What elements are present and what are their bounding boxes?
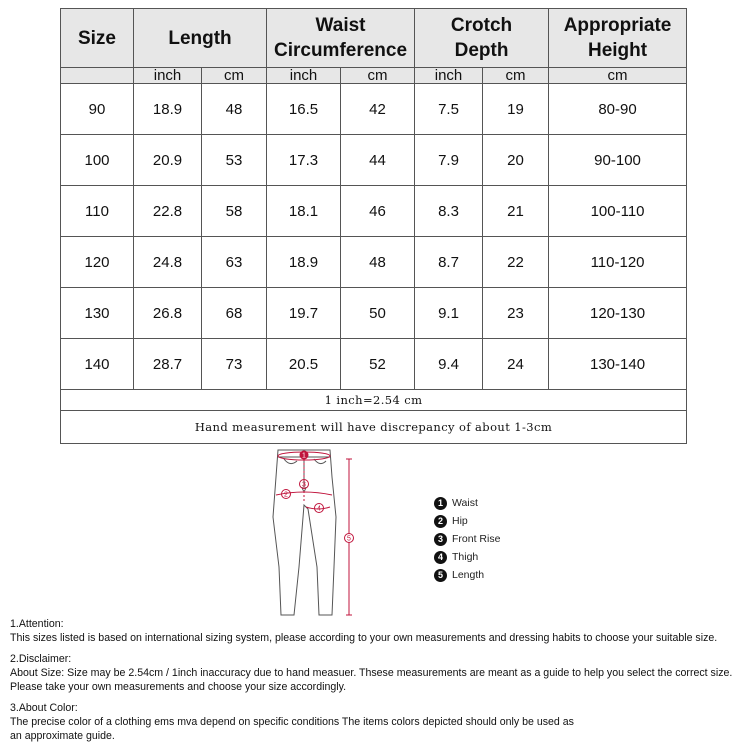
svg-text:1: 1: [302, 452, 306, 460]
legend-item-length: [434, 566, 500, 584]
color-section: [10, 701, 745, 743]
table-cell: 42: [341, 84, 415, 135]
table-row: [61, 288, 687, 339]
table-cell: 19.7: [267, 288, 341, 339]
table-cell: 73: [202, 339, 267, 390]
marker-5: [345, 534, 354, 543]
marker-4: [315, 504, 324, 513]
table-cell: 16.5: [267, 84, 341, 135]
table-row: [61, 186, 687, 237]
attention-section: [10, 617, 745, 645]
table-row: [61, 339, 687, 390]
legend-number-5: 5: [434, 569, 447, 582]
unit-cell: inch: [267, 68, 341, 84]
header-waist-line2: Circumference: [273, 40, 408, 61]
size-cell: 110: [61, 186, 134, 237]
color-text: an approximate guide.: [10, 730, 115, 742]
legend-label: Length: [452, 569, 485, 581]
table-cell: 46: [341, 186, 415, 237]
measurement-guides: [276, 452, 352, 615]
unit-cell: inch: [415, 68, 483, 84]
color-text: The precise color of a clothing ems mva depend on specific conditions The items colors depicted should only be used as: [10, 716, 574, 728]
legend-label: Waist: [452, 497, 478, 509]
disclaimer-text: About Size: Size may be 2.54cm / 1inch inaccuracy due to hand measuer. Thsese measurements are meant as a guide to help you select the correct size.: [10, 667, 733, 679]
table-row: [61, 135, 687, 186]
table-cell: 90-100: [549, 135, 687, 186]
legend-label: Front Rise: [452, 533, 501, 545]
legend-number-4: 4: [434, 551, 447, 564]
table-cell: 20.5: [267, 339, 341, 390]
legend-label: Hip: [452, 515, 468, 527]
table-cell: 24: [483, 339, 549, 390]
legend-number-3: 3: [434, 533, 447, 546]
table-cell: 18.9: [134, 84, 202, 135]
unit-cell: cm: [483, 68, 549, 84]
table-cell: 19: [483, 84, 549, 135]
table-cell: 22: [483, 237, 549, 288]
color-title: 3.About Color:: [10, 702, 78, 714]
table-cell: 7.5: [415, 84, 483, 135]
table-cell: 100-110: [549, 186, 687, 237]
pants-outline: [273, 450, 336, 615]
table-cell: 120-130: [549, 288, 687, 339]
table-cell: 18.9: [267, 237, 341, 288]
diagram-legend: [434, 494, 500, 584]
table-cell: 8.3: [415, 186, 483, 237]
unit-cell-blank: [61, 68, 134, 84]
legend-item-hip: [434, 512, 500, 530]
legend-number-1: 1: [434, 497, 447, 510]
table-cell: 52: [341, 339, 415, 390]
svg-text:5: 5: [347, 535, 351, 543]
disclaimer-section: [10, 652, 745, 694]
conversion-row: [61, 390, 687, 411]
table-cell: 80-90: [549, 84, 687, 135]
header-crotch-line1: Crotch: [450, 15, 513, 36]
header-waist-line1: Waist: [315, 15, 366, 36]
table-cell: 48: [202, 84, 267, 135]
table-cell: 53: [202, 135, 267, 186]
table-cell: 17.3: [267, 135, 341, 186]
legend-label: Thigh: [452, 551, 479, 563]
size-cell: 130: [61, 288, 134, 339]
table-cell: 20.9: [134, 135, 202, 186]
header-height: [549, 9, 687, 68]
diagram-markers: [282, 451, 354, 543]
header-size: Size: [61, 9, 134, 68]
header-height-line1: Appropriate: [563, 15, 672, 36]
header-crotch-line2: Depth: [454, 40, 509, 61]
size-cell: 140: [61, 339, 134, 390]
legend-item-waist: [434, 494, 500, 512]
table-cell: 18.1: [267, 186, 341, 237]
table-cell: 9.1: [415, 288, 483, 339]
svg-text:2: 2: [284, 491, 288, 499]
discrepancy-note: Hand measurement will have discrepancy of about 1-3cm: [61, 411, 687, 444]
discrepancy-row: [61, 411, 687, 444]
table-cell: 8.7: [415, 237, 483, 288]
header-length: Length: [134, 9, 267, 68]
svg-text:4: 4: [317, 505, 321, 513]
table-cell: 130-140: [549, 339, 687, 390]
table-cell: 63: [202, 237, 267, 288]
header-row: [61, 9, 687, 68]
notes-section: [10, 617, 745, 750]
table-cell: 58: [202, 186, 267, 237]
legend-item-front-rise: [434, 530, 500, 548]
attention-title: 1.Attention:: [10, 618, 64, 630]
pants-illustration: [262, 447, 364, 619]
header-waist: [267, 9, 415, 68]
attention-text: This sizes listed is based on international sizing system, please according to your own measurements and dressing habits to choose your suitable size.: [10, 632, 718, 644]
marker-3: [300, 480, 309, 489]
unit-cell: cm: [549, 68, 687, 84]
table-cell: 68: [202, 288, 267, 339]
table-cell: 21: [483, 186, 549, 237]
size-chart-table: [60, 8, 687, 444]
size-cell: 90: [61, 84, 134, 135]
table-cell: 110-120: [549, 237, 687, 288]
table-cell: 26.8: [134, 288, 202, 339]
legend-item-thigh: [434, 548, 500, 566]
header-crotch: [415, 9, 549, 68]
unit-cell: inch: [134, 68, 202, 84]
table-cell: 24.8: [134, 237, 202, 288]
table-cell: 50: [341, 288, 415, 339]
table-cell: 20: [483, 135, 549, 186]
pants-measurement-diagram: [262, 447, 364, 619]
unit-row: [61, 68, 687, 84]
legend-number-2: 2: [434, 515, 447, 528]
table-row: [61, 84, 687, 135]
svg-text:3: 3: [302, 481, 306, 489]
table-cell: 22.8: [134, 186, 202, 237]
conversion-note: 1 inch=2.54 cm: [61, 390, 687, 411]
unit-cell: cm: [341, 68, 415, 84]
disclaimer-title: 2.Disclaimer:: [10, 653, 72, 665]
table-cell: 23: [483, 288, 549, 339]
table-cell: 48: [341, 237, 415, 288]
table-row: [61, 237, 687, 288]
table-cell: 44: [341, 135, 415, 186]
disclaimer-text: Please take your own measurements and choose your size accordingly.: [10, 681, 347, 693]
table-cell: 28.7: [134, 339, 202, 390]
unit-cell: cm: [202, 68, 267, 84]
table-cell: 9.4: [415, 339, 483, 390]
marker-1: [300, 451, 309, 460]
size-cell: 120: [61, 237, 134, 288]
header-height-line2: Height: [587, 40, 648, 61]
size-cell: 100: [61, 135, 134, 186]
table-cell: 7.9: [415, 135, 483, 186]
